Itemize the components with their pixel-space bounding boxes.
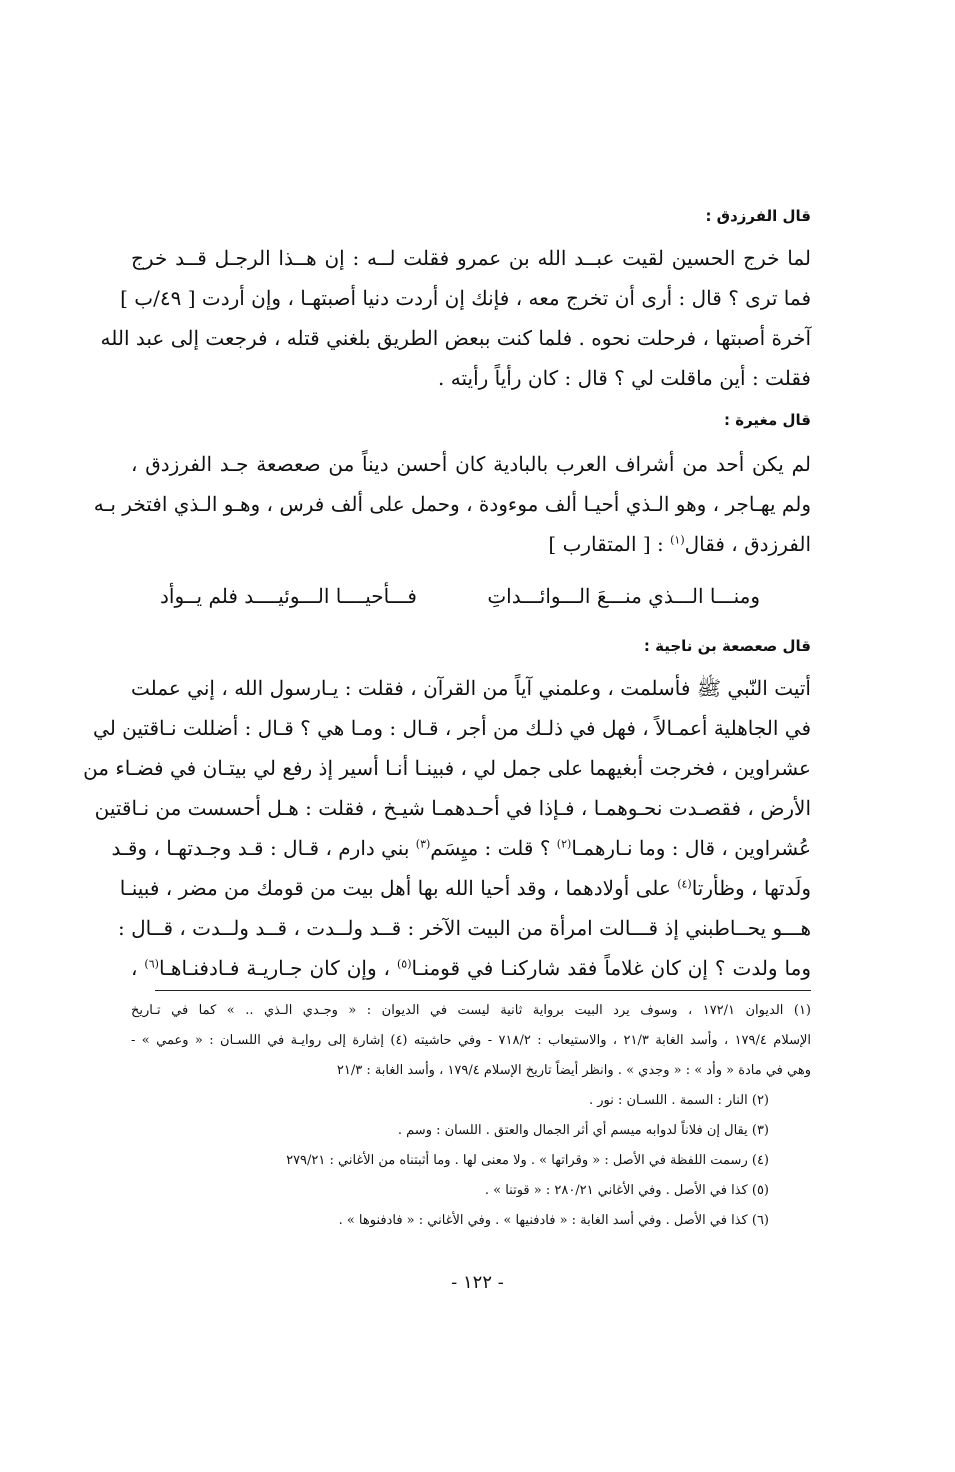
footnote-4: (٤) رسمت اللفظة في الأصل : « وقراتها » . ولا معنى لها . وما أثبتناه من الأغاني : ٢٧٩/٢١ xyxy=(286,1153,769,1168)
text-segment: ولَدتها ، وظأرتا xyxy=(691,876,811,900)
text-segment: ، وإن كان جـاريـة فـادفنـاهـا xyxy=(158,956,397,980)
footnote-2: (٢) النار : السمة . اللسـان : نور . xyxy=(588,1093,769,1108)
paragraph xyxy=(93,444,811,564)
footnote-3: (٣) يقال إن فلاناً لدوابه ميسم أي أثر الجمال والعتق . اللسان : وسم . xyxy=(397,1123,769,1138)
section-farazdaq-body xyxy=(100,238,811,398)
text-segment: ؟ قلت : ميِسَم xyxy=(430,836,557,860)
second-hemistich: فـــأحيــــا الـــوئيــــد فلم يــوأد xyxy=(160,584,417,608)
text-line: هـــو يحــاطبني إذ قـــالت امرأة من البيت الآخر : قــد ولــدت ، قــد ولــدت ، قــال : xyxy=(118,916,811,940)
section-sasaa xyxy=(131,636,811,656)
text-line: لم يكن أحد من أشراف العرب بالبادية كان أحسن ديناً من صعصعة جـد الفرزدق ، xyxy=(131,452,811,476)
section-sasaa-body xyxy=(83,668,812,988)
text-line xyxy=(111,828,811,868)
footnote-ref[interactable]: (٤) xyxy=(677,877,692,891)
text-line: فقلت : أين ماقلت لي ؟ قال : كان رأياً رأيته . xyxy=(438,366,811,390)
text-segment: الفرزدق ، فقال xyxy=(684,532,811,556)
text-segment: على أولادهما ، وقد أحيا الله بها أهل بيت من قومك من مضر ، فبينـا xyxy=(119,876,678,900)
paragraph xyxy=(100,238,811,398)
section-heading: قال صعصعة بن ناجية : xyxy=(643,637,811,655)
paragraph xyxy=(83,668,812,988)
footnote-ref[interactable]: (٥) xyxy=(396,957,412,971)
footnote-line: الإسلام ١٧٩/٤ ، وأسد الغابة ٢١/٣ ، والاستيعاب : ٧١٨/٢ - وفي حاشيته (٤) إشارة إلى روايـة في اللسـان : « وعمي » - xyxy=(131,1033,812,1048)
text-line xyxy=(119,868,811,908)
section-heading: قال الفرزدق : xyxy=(705,207,811,225)
text-line: في الجاهلية أعمـالاً ، فهل في ذلـك من أجر ، قـال : ومـا هي ؟ قـال : أضللت نـاقتين لي xyxy=(93,716,811,740)
footnote-6: (٦) كذا في الأصل . وفي أسد الغابة : « فادفنيها » . وفي الأغاني : « فادفنوها » . xyxy=(338,1213,769,1228)
poem-verse xyxy=(160,576,760,616)
footnote-ref[interactable]: (٢) xyxy=(556,837,572,851)
section-mughira-body xyxy=(93,444,811,564)
footnote-line: وهي في مادة « وأد » : « وجدي » . وانظر أيضاً تاريخ الإسلام ١٧٩/٤ ، وأسد الغابة : ٢١/٣ xyxy=(336,1063,811,1078)
footnote-ref[interactable]: (٦) xyxy=(144,957,159,971)
text-segment: ، xyxy=(131,956,145,980)
text-line: عشراوين ، فخرجت أبغيهما على جمل لي ، فبينـا أنـا أسير إذ رفع لي بيتـان في فضـاء من xyxy=(83,756,811,780)
text-segment: : [ المتقارب ] xyxy=(548,532,671,556)
page-number: - ١٢٢ - xyxy=(451,1272,504,1293)
footnote-5: (٥) كذا في الأصل . وفي الأغاني ٢٨٠/٢١ : « قوتنا » . xyxy=(484,1183,769,1198)
text-line: الأرض ، فقصـدت نحـوهمـا ، فـإذا في أحـدهمـا شيـخ ، فقلت : هـل أحسست من نـاقتين xyxy=(94,796,811,820)
text-line: فما ترى ؟ قال : أرى أن تخرج معه ، فإنك إن أردت دنيا أصبتهـا ، وإن أردت [ ٤٩/ب ] xyxy=(120,286,811,310)
footnote-ref[interactable]: (٣) xyxy=(415,837,431,851)
text-line: لما خرج الحسين لقيت عبــد الله بن عمرو فقلت لــه : إن هــذا الرجـل قــد خرج xyxy=(131,246,811,270)
text-line: أتيت النّبي ﷺ فأسلمت ، وعلمني آياً من القرآن ، فقلت : يـارسول الله ، إني عملت xyxy=(131,676,811,700)
text-line: آخرة أصبتها ، فرحلت نحوه . فلما كنت ببعض الطريق بلغني قتله ، فرجعت إلى عبد الله xyxy=(100,326,811,350)
footnote-divider xyxy=(155,990,811,991)
section-mughira xyxy=(131,410,811,430)
text-segment: عُشراوين ، قال : وما نـارهمـا xyxy=(571,836,811,860)
text-line: ولم يهـاجر ، وهو الـذي أحيـا ألف موءودة ، وحمل على ألف فرس ، وهـو الـذي افتخر بـه xyxy=(93,492,811,516)
text-line xyxy=(131,524,811,564)
footnote-ref[interactable]: (١) xyxy=(670,533,685,547)
footnote-line: (١) الديوان ١٧٢/١ ، وسوف يرد البيت برواية ثانية ليست في الديوان : « وجـدي الـذي .. » كما في تـاريخ xyxy=(131,1003,811,1018)
text-segment: وما ولدت ؟ إن كان غلاماً فقد شاركنـا في قومنـا xyxy=(411,956,812,980)
section-farazdaq xyxy=(131,206,811,226)
first-hemistich: ومنـــا الـــذي منـــعَ الـــوائـــداتِ xyxy=(487,584,760,608)
footnotes xyxy=(131,996,811,1236)
text-line xyxy=(131,948,811,988)
text-segment: بني دارم ، قـال : قـد وجـدتهـا ، وقـد xyxy=(111,836,416,860)
section-heading: قال مغيرة : xyxy=(724,411,811,429)
